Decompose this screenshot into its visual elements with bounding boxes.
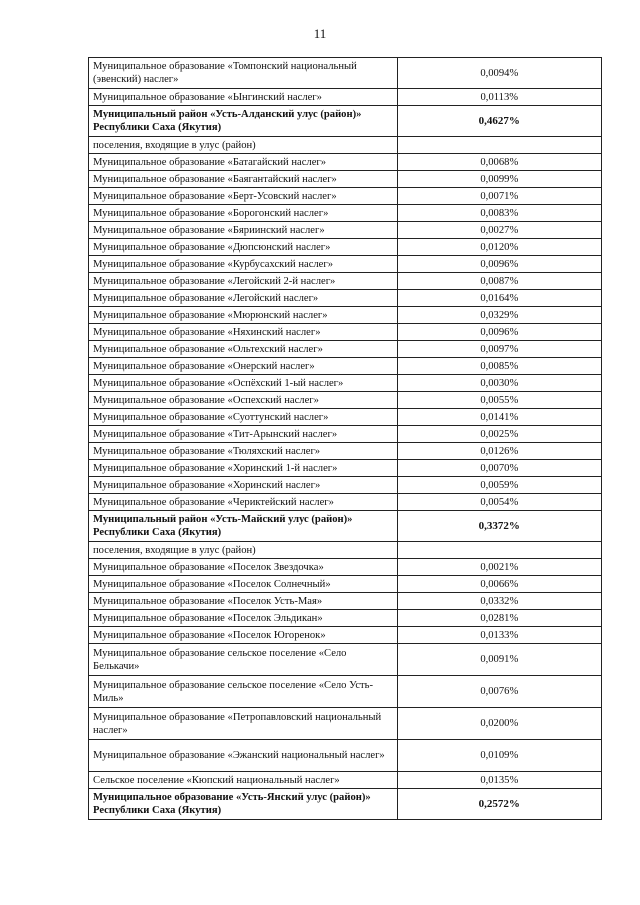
table-row: [89, 188, 602, 205]
table-row: [89, 576, 602, 593]
row-share-value: 0,0027%: [397, 222, 601, 239]
row-share-value: 0,3372%: [397, 511, 601, 542]
row-name: Муниципальное образование «Тит-Арынский наслег»: [89, 426, 398, 443]
row-share-value: 0,0076%: [397, 676, 601, 708]
row-name: Муниципальное образование сельское поселение «Село Усть-Миль»: [89, 676, 398, 708]
row-share-value: 0,0059%: [397, 477, 601, 494]
row-share-value: 0,0021%: [397, 559, 601, 576]
table-row: [89, 222, 602, 239]
table-row: [89, 256, 602, 273]
row-name: Муниципальное образование «Тюляхский наслег»: [89, 443, 398, 460]
row-share-value: 0,0113%: [397, 89, 601, 106]
row-name: Муниципальное образование «Онерский наслег»: [89, 358, 398, 375]
row-share-value: 0,0068%: [397, 154, 601, 171]
table-row: [89, 154, 602, 171]
table-row: [89, 460, 602, 477]
row-name: Муниципальное образование «Легойский наслег»: [89, 290, 398, 307]
row-name: Муниципальное образование «Берт-Усовский наслег»: [89, 188, 398, 205]
row-name: Муниципальное образование «Поселок Усть-Мая»: [89, 593, 398, 610]
row-name: Сельское поселение «Кюпский национальный наслег»: [89, 772, 398, 789]
row-share-value: 0,0141%: [397, 409, 601, 426]
row-share-value: 0,0066%: [397, 576, 601, 593]
row-name: Муниципальное образование «Ольтехский наслег»: [89, 341, 398, 358]
row-name: Муниципальное образование «Петропавловский национальный наслег»: [89, 708, 398, 740]
page-number: 11: [313, 26, 327, 41]
table-row: [89, 740, 602, 772]
table-body: [89, 58, 602, 820]
table-row: [89, 676, 602, 708]
row-name: Муниципальное образование «Оспёхский 1-ый наслег»: [89, 375, 398, 392]
table-row: [89, 205, 602, 222]
row-name: Муниципальное образование «Ынгинский наслег»: [89, 89, 398, 106]
row-name: Муниципальное образование «Дюпсюнский наслег»: [89, 239, 398, 256]
table-row: [89, 477, 602, 494]
row-name: Муниципальное образование «Поселок Югоренок»: [89, 627, 398, 644]
row-share-value: 0,0329%: [397, 307, 601, 324]
row-share-value: 0,0332%: [397, 593, 601, 610]
row-name: Муниципальное образование «Няхинский наслег»: [89, 324, 398, 341]
table-row: [89, 708, 602, 740]
row-share-value: 0,0025%: [397, 426, 601, 443]
table-row: [89, 239, 602, 256]
table-row: [89, 375, 602, 392]
row-share-value: 0,0085%: [397, 358, 601, 375]
row-name: Муниципальное образование «Чериктейский наслег»: [89, 494, 398, 511]
table-row: [89, 171, 602, 188]
row-name: Муниципальный район «Усть-Алданский улус (район)» Республики Саха (Якутия): [89, 106, 398, 137]
row-share-value: 0,0096%: [397, 324, 601, 341]
row-share-value: 0,0200%: [397, 708, 601, 740]
row-name: Муниципальное образование «Усть-Янский улус (район)» Республики Саха (Якутия): [89, 789, 398, 820]
row-name: Муниципальное образование «Мюрюнский наслег»: [89, 307, 398, 324]
row-share-value: 0,0126%: [397, 443, 601, 460]
table-row: [89, 644, 602, 676]
district-row: [89, 106, 602, 137]
table-row: [89, 89, 602, 106]
table-row: [89, 341, 602, 358]
row-name: поселения, входящие в улус (район): [89, 137, 398, 154]
row-name: Муниципальное образование «Эжанский национальный наслег»: [89, 740, 398, 772]
district-row: [89, 511, 602, 542]
subheader-row: [89, 542, 602, 559]
row-name: Муниципальное образование «Томпонский национальный (эвенский) наслег»: [89, 58, 398, 89]
row-share-value: 0,0097%: [397, 341, 601, 358]
row-share-value: 0,0070%: [397, 460, 601, 477]
row-share-value: 0,0083%: [397, 205, 601, 222]
table-row: [89, 443, 602, 460]
row-name: Муниципальное образование «Оспехский наслег»: [89, 392, 398, 409]
row-share-value: [397, 137, 601, 154]
row-name: Муниципальный район «Усть-Майский улус (район)» Республики Саха (Якутия): [89, 511, 398, 542]
table-row: [89, 58, 602, 89]
table-row: [89, 273, 602, 290]
row-share-value: 0,0135%: [397, 772, 601, 789]
row-name: Муниципальное образование «Бяриинский наслег»: [89, 222, 398, 239]
table-row: [89, 772, 602, 789]
row-name: Муниципальное образование «Поселок Звездочка»: [89, 559, 398, 576]
row-name: Муниципальное образование сельское поселение «Село Белькачи»: [89, 644, 398, 676]
table-row: [89, 409, 602, 426]
row-share-value: 0,0054%: [397, 494, 601, 511]
row-name: Муниципальное образование «Борогонский наслег»: [89, 205, 398, 222]
table-row: [89, 324, 602, 341]
table-row: [89, 426, 602, 443]
subheader-row: [89, 137, 602, 154]
row-name: Муниципальное образование «Баягантайский наслег»: [89, 171, 398, 188]
row-name: Муниципальное образование «Поселок Эльдикан»: [89, 610, 398, 627]
row-share-value: 0,0109%: [397, 740, 601, 772]
row-name: Муниципальное образование «Хоринский 1-й наслег»: [89, 460, 398, 477]
row-name: Муниципальное образование «Поселок Солнечный»: [89, 576, 398, 593]
row-share-value: 0,0055%: [397, 392, 601, 409]
row-share-value: 0,0071%: [397, 188, 601, 205]
row-share-value: 0,0164%: [397, 290, 601, 307]
row-name: Муниципальное образование «Хоринский наслег»: [89, 477, 398, 494]
row-share-value: 0,0133%: [397, 627, 601, 644]
row-name: Муниципальное образование «Батагайский наслег»: [89, 154, 398, 171]
municipal-share-table: [88, 57, 602, 820]
district-row: [89, 789, 602, 820]
table-row: [89, 290, 602, 307]
table-row: [89, 627, 602, 644]
row-share-value: [397, 542, 601, 559]
table-row: [89, 559, 602, 576]
table-row: [89, 358, 602, 375]
table-row: [89, 494, 602, 511]
table-row: [89, 307, 602, 324]
row-name: поселения, входящие в улус (район): [89, 542, 398, 559]
row-share-value: 0,0120%: [397, 239, 601, 256]
row-share-value: 0,0096%: [397, 256, 601, 273]
row-share-value: 0,4627%: [397, 106, 601, 137]
row-name: Муниципальное образование «Легойский 2-й наслег»: [89, 273, 398, 290]
table-row: [89, 593, 602, 610]
row-share-value: 0,0030%: [397, 375, 601, 392]
row-share-value: 0,0087%: [397, 273, 601, 290]
row-name: Муниципальное образование «Курбусахский наслег»: [89, 256, 398, 273]
row-name: Муниципальное образование «Суоттунский наслег»: [89, 409, 398, 426]
row-share-value: 0,0094%: [397, 58, 601, 89]
table-row: [89, 610, 602, 627]
row-share-value: 0,2572%: [397, 789, 601, 820]
row-share-value: 0,0091%: [397, 644, 601, 676]
table-row: [89, 392, 602, 409]
row-share-value: 0,0099%: [397, 171, 601, 188]
row-share-value: 0,0281%: [397, 610, 601, 627]
